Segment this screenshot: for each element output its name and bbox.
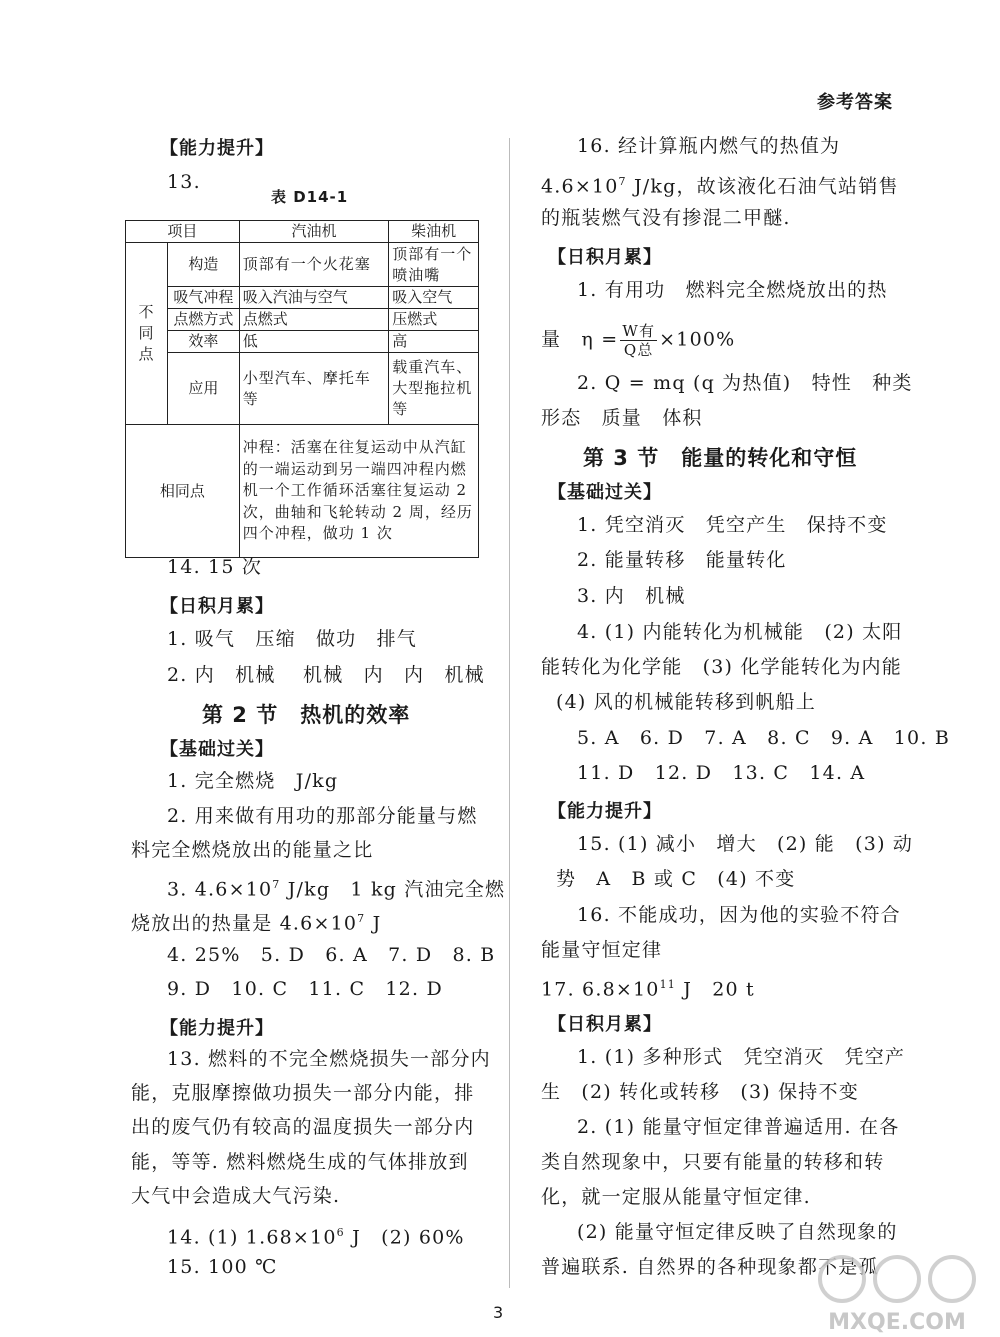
- fraction: $\frac{\text{W有}}{\text{Q总}}$: [622, 322, 656, 359]
- line: 1. 吸气 压缩 做功 排气: [167, 628, 417, 650]
- cell-diesel: 压燃式: [389, 309, 479, 331]
- heading-ability: 【能力提升】: [160, 138, 274, 159]
- th-gasoline: 汽油机: [239, 221, 388, 243]
- cell-gas: 点燃式: [239, 309, 388, 331]
- line: 2. 内 机械 机械 内 内 机械: [167, 664, 485, 686]
- comparison-table: [125, 220, 479, 558]
- line: 13. 燃料的不完全燃烧损失一部分内: [167, 1048, 491, 1070]
- heading-ability: 【能力提升】: [548, 801, 662, 822]
- same-text: 冲程：活塞在往复运动中从汽缸的一端运动到另一端四冲程内燃机一个工作循环活塞往复运动 2 次，曲轴和飞轮转动 2 周，经历四个冲程，做功 1 次: [239, 425, 478, 558]
- page-header-title: 参考答案: [817, 92, 893, 113]
- line: $4.6\times 10^7$ J/kg，故该液化石油气站销售: [541, 175, 899, 198]
- line: 3. $4.6\times 10^7$ J/kg 1 kg 汽油完全燃: [167, 878, 506, 901]
- line: 4. (1) 内能转化为机械能 (2) 太阳: [577, 621, 903, 643]
- line: 烧放出的热量是 $4.6\times 10^7$ J: [131, 912, 382, 935]
- line: 的瓶装燃气没有掺混二甲醚.: [541, 207, 791, 229]
- line: 9. D 10. C 11. C 12. D: [167, 978, 443, 1000]
- section-title-2: 第 2 节 热机的效率: [202, 703, 411, 727]
- row-label: 点燃方式: [167, 309, 239, 331]
- heading-ability-2: 【能力提升】: [160, 1018, 274, 1039]
- line: 势 A B 或 C (4) 不变: [556, 868, 796, 890]
- line: 1. 完全燃烧 J/kg: [167, 770, 339, 792]
- column-divider: [509, 138, 510, 1288]
- line: 2. 用来做有用功的那部分能量与燃: [167, 805, 478, 827]
- line: (4) 风的机械能转移到帆船上: [556, 691, 816, 713]
- row-label: 吸气冲程: [167, 287, 239, 309]
- heading-accumulate: 【日积月累】: [548, 247, 662, 268]
- heading-basic: 【基础过关】: [548, 482, 662, 503]
- line: 1. 凭空消灭 凭空产生 保持不变: [577, 514, 888, 536]
- line: 形态 质量 体积: [541, 407, 703, 429]
- cell-gas: 低: [239, 331, 388, 353]
- table-title: 表 D14-1: [271, 188, 349, 206]
- line: 料完全燃烧放出的能量之比: [131, 839, 374, 861]
- group-diff: 不同点: [126, 243, 168, 425]
- row-label: 效率: [167, 331, 239, 353]
- line: 14. (1) $1.68\times 10^6$ J (2) 60%: [167, 1226, 465, 1249]
- cell-diesel: 高: [389, 331, 479, 353]
- heading-accumulate: 【日积月累】: [160, 596, 274, 617]
- heading-accumulate-2: 【日积月累】: [548, 1014, 662, 1035]
- line: 1. 有用功 燃料完全燃烧放出的热: [577, 279, 888, 301]
- cell-diesel: 顶部有一个喷油嘴: [389, 243, 479, 287]
- line: 能转化为化学能 (3) 化学能转化为内能: [541, 656, 902, 678]
- line: 15. 100 ℃: [167, 1256, 278, 1278]
- line: 2. (1) 能量守恒定律普遍适用. 在各: [577, 1116, 900, 1138]
- section-title-3: 第 3 节 能量的转化和守恒: [583, 446, 858, 470]
- line: 普遍联系. 自然界的各种现象都不是孤: [541, 1256, 879, 1278]
- page-number: 3: [493, 1303, 504, 1322]
- line: (2) 能量守恒定律反映了自然现象的: [577, 1221, 898, 1243]
- line: 2. Q = mq (q 为热值) 特性 种类: [577, 372, 913, 394]
- line: 1. (1) 多种形式 凭空消灭 凭空产: [577, 1046, 906, 1068]
- cell-diesel: 吸入空气: [389, 287, 479, 309]
- cell-gas: 小型汽车、摩托车等: [239, 353, 388, 425]
- line: 17. $6.8\times 10^{11}$ J 20 t: [541, 978, 755, 1001]
- line: 15. (1) 减小 增大 (2) 能 (3) 动: [577, 833, 914, 855]
- line: 3. 内 机械: [577, 585, 686, 607]
- line: 16. 经计算瓶内燃气的热值为: [577, 135, 841, 157]
- line: 出的废气仍有较高的温度损失一部分内: [131, 1116, 475, 1138]
- cell-diesel: 载重汽车、大型拖拉机等: [389, 353, 479, 425]
- line: 化，就一定服从能量守恒定律.: [541, 1186, 811, 1208]
- line: 16. 不能成功，因为他的实验不符合: [577, 904, 901, 926]
- cell-gas: 顶部有一个火花塞: [239, 243, 388, 287]
- row-label: 构造: [167, 243, 239, 287]
- line: 5. A 6. D 7. A 8. C 9. A 10. B: [577, 727, 950, 749]
- row-label: 应用: [167, 353, 239, 425]
- watermark-text: MXQE.COM: [828, 1310, 966, 1335]
- q13-label: 13.: [167, 171, 201, 193]
- line: 2. 能量转移 能量转化: [577, 549, 787, 571]
- line: 能，等等. 燃料燃烧生成的气体排放到: [131, 1151, 469, 1173]
- line: 4. 25% 5. D 6. A 7. D 8. B: [167, 944, 496, 966]
- heading-basic: 【基础过关】: [160, 739, 274, 760]
- line: 类自然现象中，只要有能量的转移和转: [541, 1151, 885, 1173]
- watermark-logo: [802, 1247, 992, 1337]
- th-diesel: 柴油机: [389, 221, 479, 243]
- line: 大气中会造成大气污染.: [131, 1185, 341, 1207]
- efficiency-formula: 量 η = $\frac{\text{W有}}{\text{Q总}}$ ×100%: [541, 322, 736, 359]
- same-label: 相同点: [126, 425, 240, 558]
- line: 能，克服摩擦做功损失一部分内能，排: [131, 1082, 475, 1104]
- line: 生 (2) 转化或转移 (3) 保持不变: [541, 1081, 859, 1103]
- line: 能量守恒定律: [541, 939, 663, 961]
- th-item: 项目: [126, 221, 240, 243]
- q14: 14. 15 次: [167, 556, 263, 578]
- cell-gas: 吸入汽油与空气: [239, 287, 388, 309]
- line: 11. D 12. D 13. C 14. A: [577, 762, 866, 784]
